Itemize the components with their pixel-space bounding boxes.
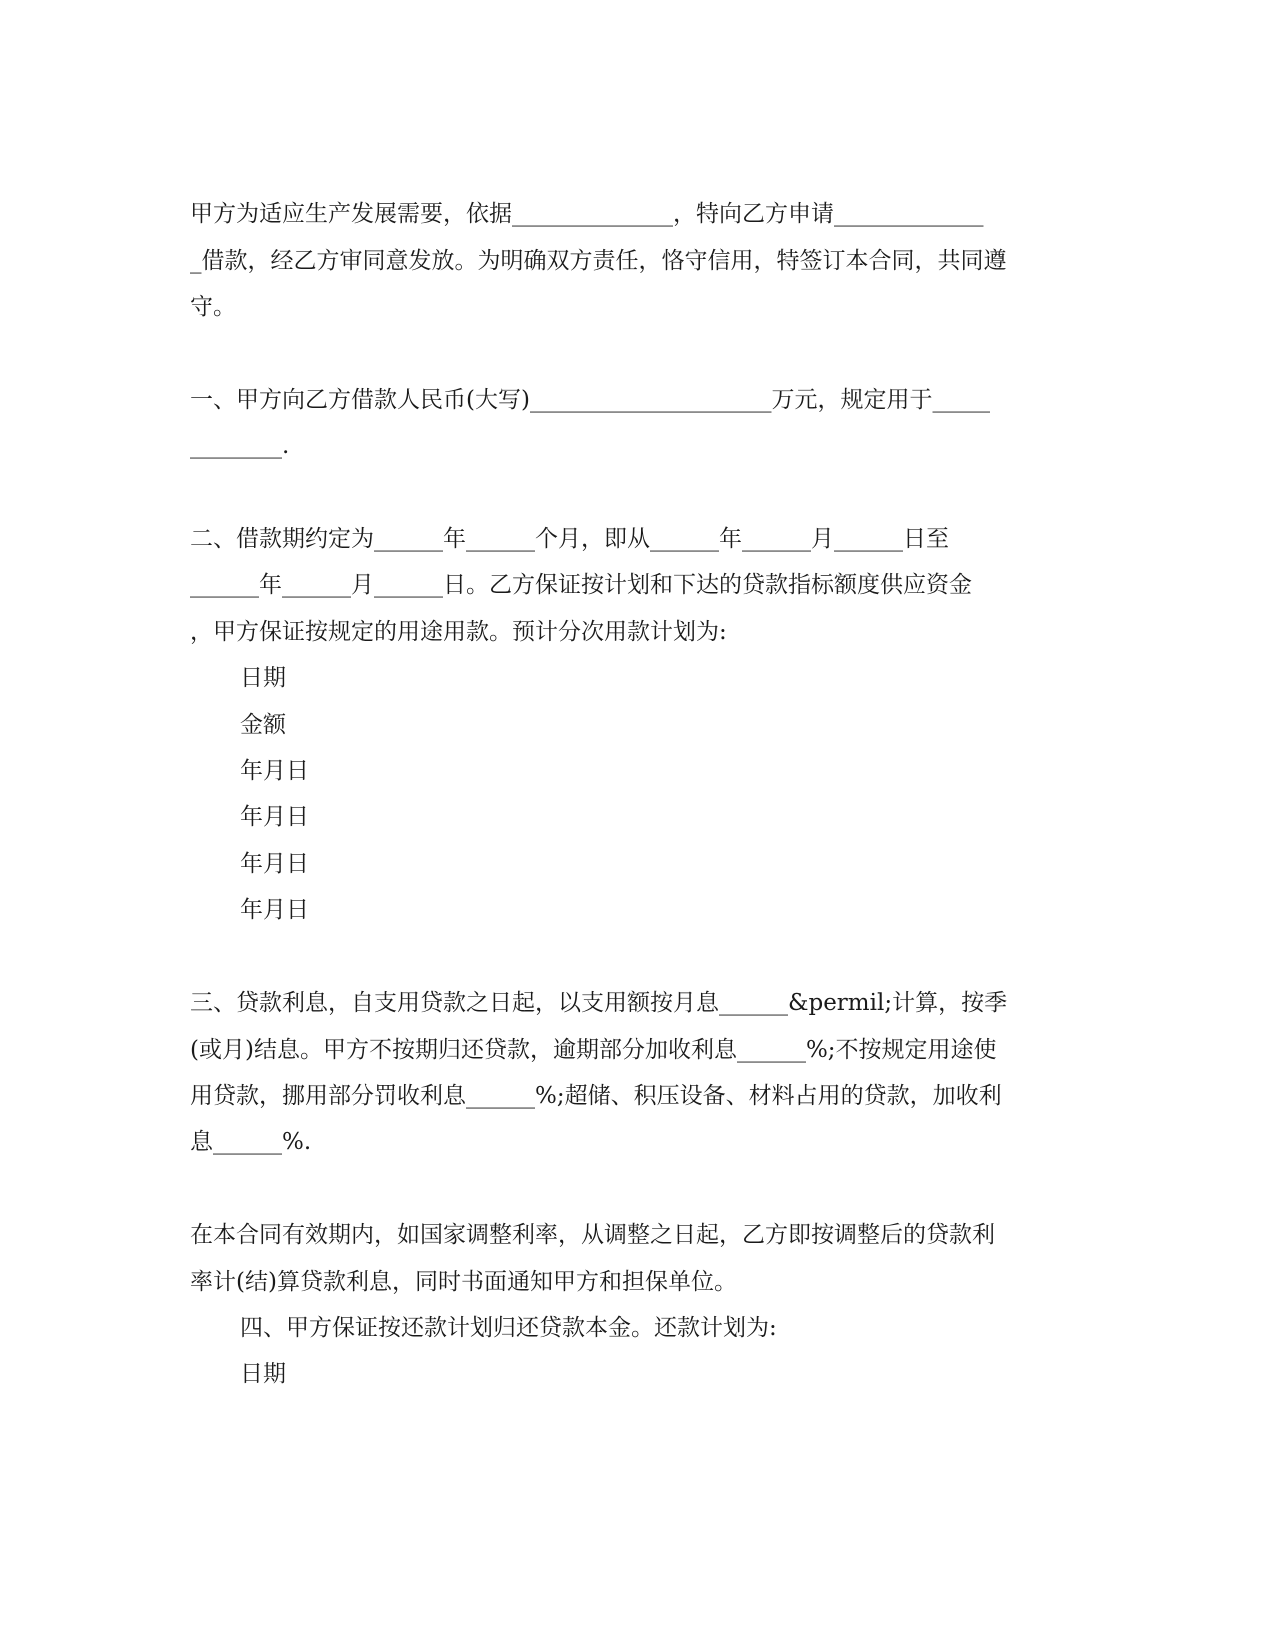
schedule-date-row: 年月日: [240, 897, 309, 923]
clause-2-line-1: 二、借款期约定为______年______个月，即从______年______月______日至: [190, 526, 949, 552]
clause-3-line-2: (或月)结息。甲方不按期归还贷款，逾期部分加收利息______%;不按规定用途使: [190, 1037, 997, 1063]
clause-2-line-3: ，甲方保证按规定的用途用款。预计分次用款计划为:: [190, 619, 727, 645]
schedule-date-row: 年月日: [240, 758, 309, 784]
clause-1-line-2: ________.: [190, 433, 290, 459]
schedule-header-amount: 金额: [240, 712, 286, 738]
paragraph-intro-line-3: 守。: [190, 294, 236, 320]
repayment-header-date: 日期: [240, 1361, 286, 1387]
paragraph-intro-line-2: _借款，经乙方审同意发放。为明确双方责任，恪守信用，特签订本合同，共同遵: [190, 248, 1007, 274]
clause-1-line-1: 一、甲方向乙方借款人民币(大写)_____________________万元，规定用于_____: [190, 387, 990, 413]
schedule-date-row: 年月日: [240, 851, 309, 877]
rate-adjustment-line-1: 在本合同有效期内，如国家调整利率，从调整之日起，乙方即按调整后的贷款利: [190, 1222, 995, 1248]
clause-4-line-1: 四、甲方保证按还款计划归还贷款本金。还款计划为:: [240, 1315, 777, 1341]
clause-3-line-1: 三、贷款利息，自支用贷款之日起，以支用额按月息______&permil;计算，按季: [190, 990, 1008, 1016]
clause-3-line-4: 息______%.: [190, 1129, 312, 1155]
clause-2-line-2: ______年______月______日。乙方保证按计划和下达的贷款指标额度供应资金: [190, 572, 972, 598]
rate-adjustment-line-2: 率计(结)算贷款利息，同时书面通知甲方和担保单位。: [190, 1269, 737, 1295]
schedule-date-row: 年月日: [240, 804, 309, 830]
schedule-header-date: 日期: [240, 665, 286, 691]
clause-3-line-3: 用贷款，挪用部分罚收利息______%;超储、积压设备、材料占用的贷款，加收利: [190, 1083, 1002, 1109]
paragraph-intro-line-1: 甲方为适应生产发展需要，依据______________，特向乙方申请_____________: [190, 201, 984, 227]
